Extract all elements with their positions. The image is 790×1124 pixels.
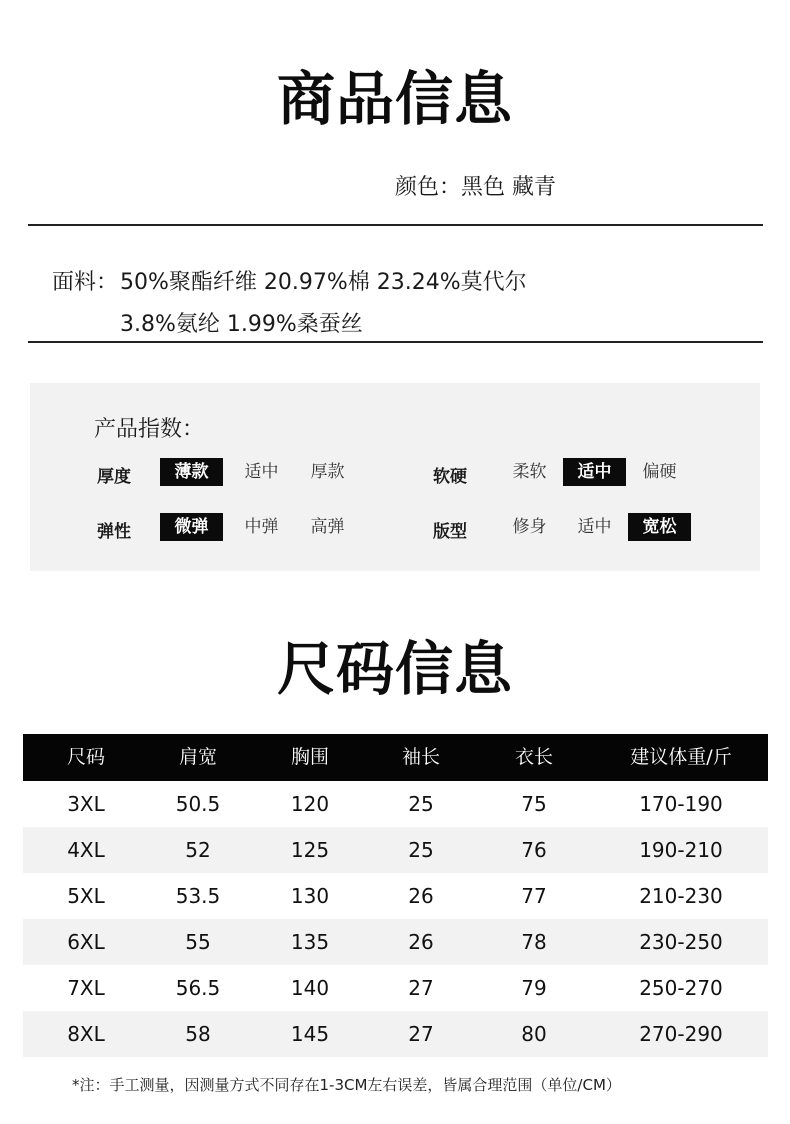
table-cell: 25 <box>408 838 434 862</box>
table-cell: 120 <box>290 792 330 816</box>
index-label: 弹性 <box>97 522 131 542</box>
table-cell: 6XL <box>67 930 105 954</box>
table-cell: 250-270 <box>639 976 723 1000</box>
index-option: 高弹 <box>310 517 345 537</box>
table-cell: 26 <box>408 884 434 908</box>
index-option-selected: 微弹 <box>160 513 223 541</box>
divider <box>28 341 763 343</box>
table-cell: 145 <box>290 1022 330 1046</box>
table-cell: 230-250 <box>639 930 723 954</box>
table-cell: 7XL <box>67 976 105 1000</box>
table-header-cell: 建议体重/斤 <box>630 746 732 768</box>
index-option-selected: 薄款 <box>160 458 223 486</box>
index-option: 厚款 <box>310 462 345 482</box>
index-label: 软硬 <box>433 467 467 487</box>
table-header-cell: 肩宽 <box>178 746 217 768</box>
table-header-cell: 尺码 <box>66 746 105 768</box>
table-cell: 3XL <box>67 792 105 816</box>
table-header-cell: 袖长 <box>401 746 440 768</box>
index-option: 修身 <box>512 517 547 537</box>
table-cell: 53.5 <box>175 884 221 908</box>
index-option: 中弹 <box>244 517 279 537</box>
index-option: 偏硬 <box>642 462 677 482</box>
table-cell: 140 <box>290 976 330 1000</box>
fabric-composition-line-2: 3.8%氨纶 1.99%桑蚕丝 <box>120 312 363 337</box>
table-cell: 27 <box>408 1022 434 1046</box>
divider <box>28 224 763 226</box>
product-info-title: 商品信息 <box>276 65 513 133</box>
table-cell: 79 <box>521 976 547 1000</box>
color-options-text: 颜色：黑色 藏青 <box>395 175 556 200</box>
table-cell: 25 <box>408 792 434 816</box>
table-cell: 50.5 <box>175 792 221 816</box>
table-cell: 80 <box>521 1022 547 1046</box>
table-cell: 27 <box>408 976 434 1000</box>
index-label: 版型 <box>433 522 467 542</box>
table-header-cell: 衣长 <box>514 746 553 768</box>
index-option: 适中 <box>577 517 612 537</box>
table-cell: 170-190 <box>639 792 723 816</box>
measurement-note: *注：手工测量，因测量方式不同存在1-3CM左右误差，皆属合理范围（单位/CM） <box>72 1076 621 1094</box>
table-cell: 58 <box>185 1022 211 1046</box>
size-info-title: 尺码信息 <box>276 635 513 703</box>
index-option: 柔软 <box>512 462 547 482</box>
product-index-title: 产品指数： <box>94 417 205 442</box>
table-cell: 135 <box>290 930 330 954</box>
index-label: 厚度 <box>97 467 131 487</box>
table-cell: 55 <box>185 930 211 954</box>
table-cell: 190-210 <box>639 838 723 862</box>
table-cell: 56.5 <box>175 976 221 1000</box>
table-cell: 210-230 <box>639 884 723 908</box>
table-cell: 270-290 <box>639 1022 723 1046</box>
table-cell: 4XL <box>67 838 105 862</box>
table-cell: 78 <box>521 930 547 954</box>
table-header-cell: 胸围 <box>290 746 329 768</box>
index-option: 适中 <box>244 462 279 482</box>
table-cell: 8XL <box>67 1022 105 1046</box>
index-option-selected: 适中 <box>563 458 626 486</box>
table-cell: 77 <box>521 884 547 908</box>
table-cell: 52 <box>185 838 211 862</box>
table-cell: 125 <box>290 838 330 862</box>
index-option-selected: 宽松 <box>628 513 691 541</box>
table-cell: 130 <box>290 884 330 908</box>
fabric-composition-line-1: 50%聚酯纤维 20.97%棉 23.24%莫代尔 <box>120 270 527 295</box>
table-cell: 26 <box>408 930 434 954</box>
table-cell: 5XL <box>67 884 105 908</box>
table-cell: 75 <box>521 792 547 816</box>
fabric-label: 面料： <box>52 270 119 295</box>
table-cell: 76 <box>521 838 547 862</box>
